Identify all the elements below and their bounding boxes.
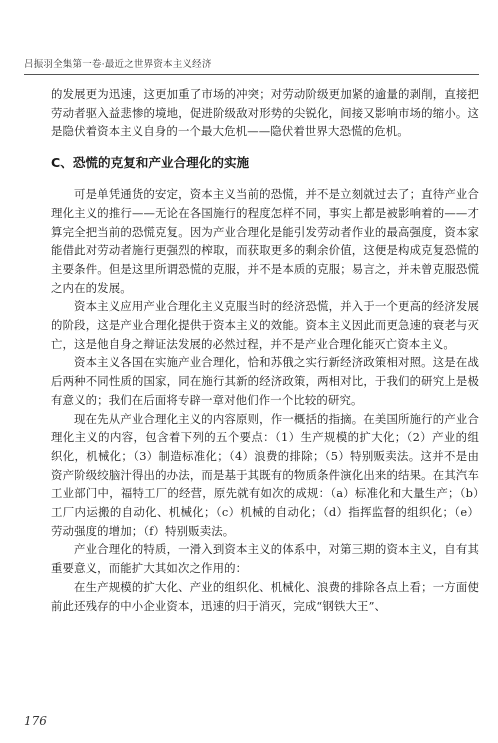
page-number: 176 bbox=[24, 714, 47, 728]
paragraph: 产业合理化的特质，一滑入到资本主义的体系中，对第三期的资本主义，自有其重要意义，而能扩大其如次之作用的： bbox=[51, 542, 479, 576]
page-body bbox=[51, 85, 479, 615]
paragraph: 现在先从产业合理化主义的内容原则，作一概括的指摘。在美国所施行的产业合理化主义的内容，包含着下列的五个要点：（1）生产规模的扩大化；（2）产业的组织化，机械化；（3）制造标准化；（4）浪费的排除；（5）特别贩卖法。这并不是由资产阶级绞脑汁得出的办法，而是基于其既有的物质条件演化出来的结果。在其汽车工业部门中，福特工厂的经营，原先就有如次的成规：（a）标准化和大量生产；（b）工厂内运搬的自动化、机械化；（c）机械的自动化；（d）指挥监督的组织化；（e）劳动强度的增加；（f）特别贩卖法。 bbox=[51, 411, 479, 538]
paragraph: 可是单凭通货的安定，资本主义当前的恐慌，并不是立刻就过去了；直待产业合理化主义的推行——无论在各国施行的程度怎样不同，事实上都是被影响着的——才算完全把当前的恐慌克复。因为产业合理化是能引发劳动者作业的最高强度，资本家能借此对劳动者施行更强烈的榨取，而获取更多的剩余价值，这便是构成克复恐慌的主要条件。但是这里所谓恐慌的克服，并不是本质的克服；易言之，并未曾克服恐慌之内在的发展。 bbox=[51, 187, 479, 295]
running-header: 吕振羽全集第一卷·最近之世界资本主义经济 bbox=[24, 59, 212, 70]
paragraph: 资本主义应用产业合理化主义克服当时的经济恐慌，并入于一个更高的经济发展的阶段，这是产业合理化提供于资本主义的效能。资本主义因此而更急速的衰老与灭亡，这是他自身之辩证法发展的必然过程，并不是产业合理化能灭亡资本主义。 bbox=[51, 299, 479, 351]
paragraph-continued: 的发展更为迅速，这更加重了市场的冲突；对劳动阶级更加紧的逾量的剥削，直接把劳动者驱入益悲惨的境地，促进阶级敌对形势的尖锐化，间接又影响市场的缩小。这是隐伏着资本主义自身的一个最大危机——隐伏着世界大恐慌的危机。 bbox=[51, 87, 479, 139]
paragraph: 在生产规模的扩大化、产业的组织化、机械化、浪费的排除各点上看；一方面使前此还残存的中小企业资本，迅速的归于消灭，完成“钢铁大王”、 bbox=[51, 579, 479, 613]
section-heading: C、恐慌的克复和产业合理化的实施 bbox=[51, 155, 250, 171]
header-rule bbox=[24, 74, 479, 75]
paragraph: 资本主义各国在实施产业合理化，恰和苏俄之实行新经济政策相对照。这是在战后两种不同性质的国家，同在施行其新的经济政策，两相对比，于我们的研究上是极有意义的；我们在后面将专辟一章对他们作一个比较的研究。 bbox=[51, 355, 479, 407]
